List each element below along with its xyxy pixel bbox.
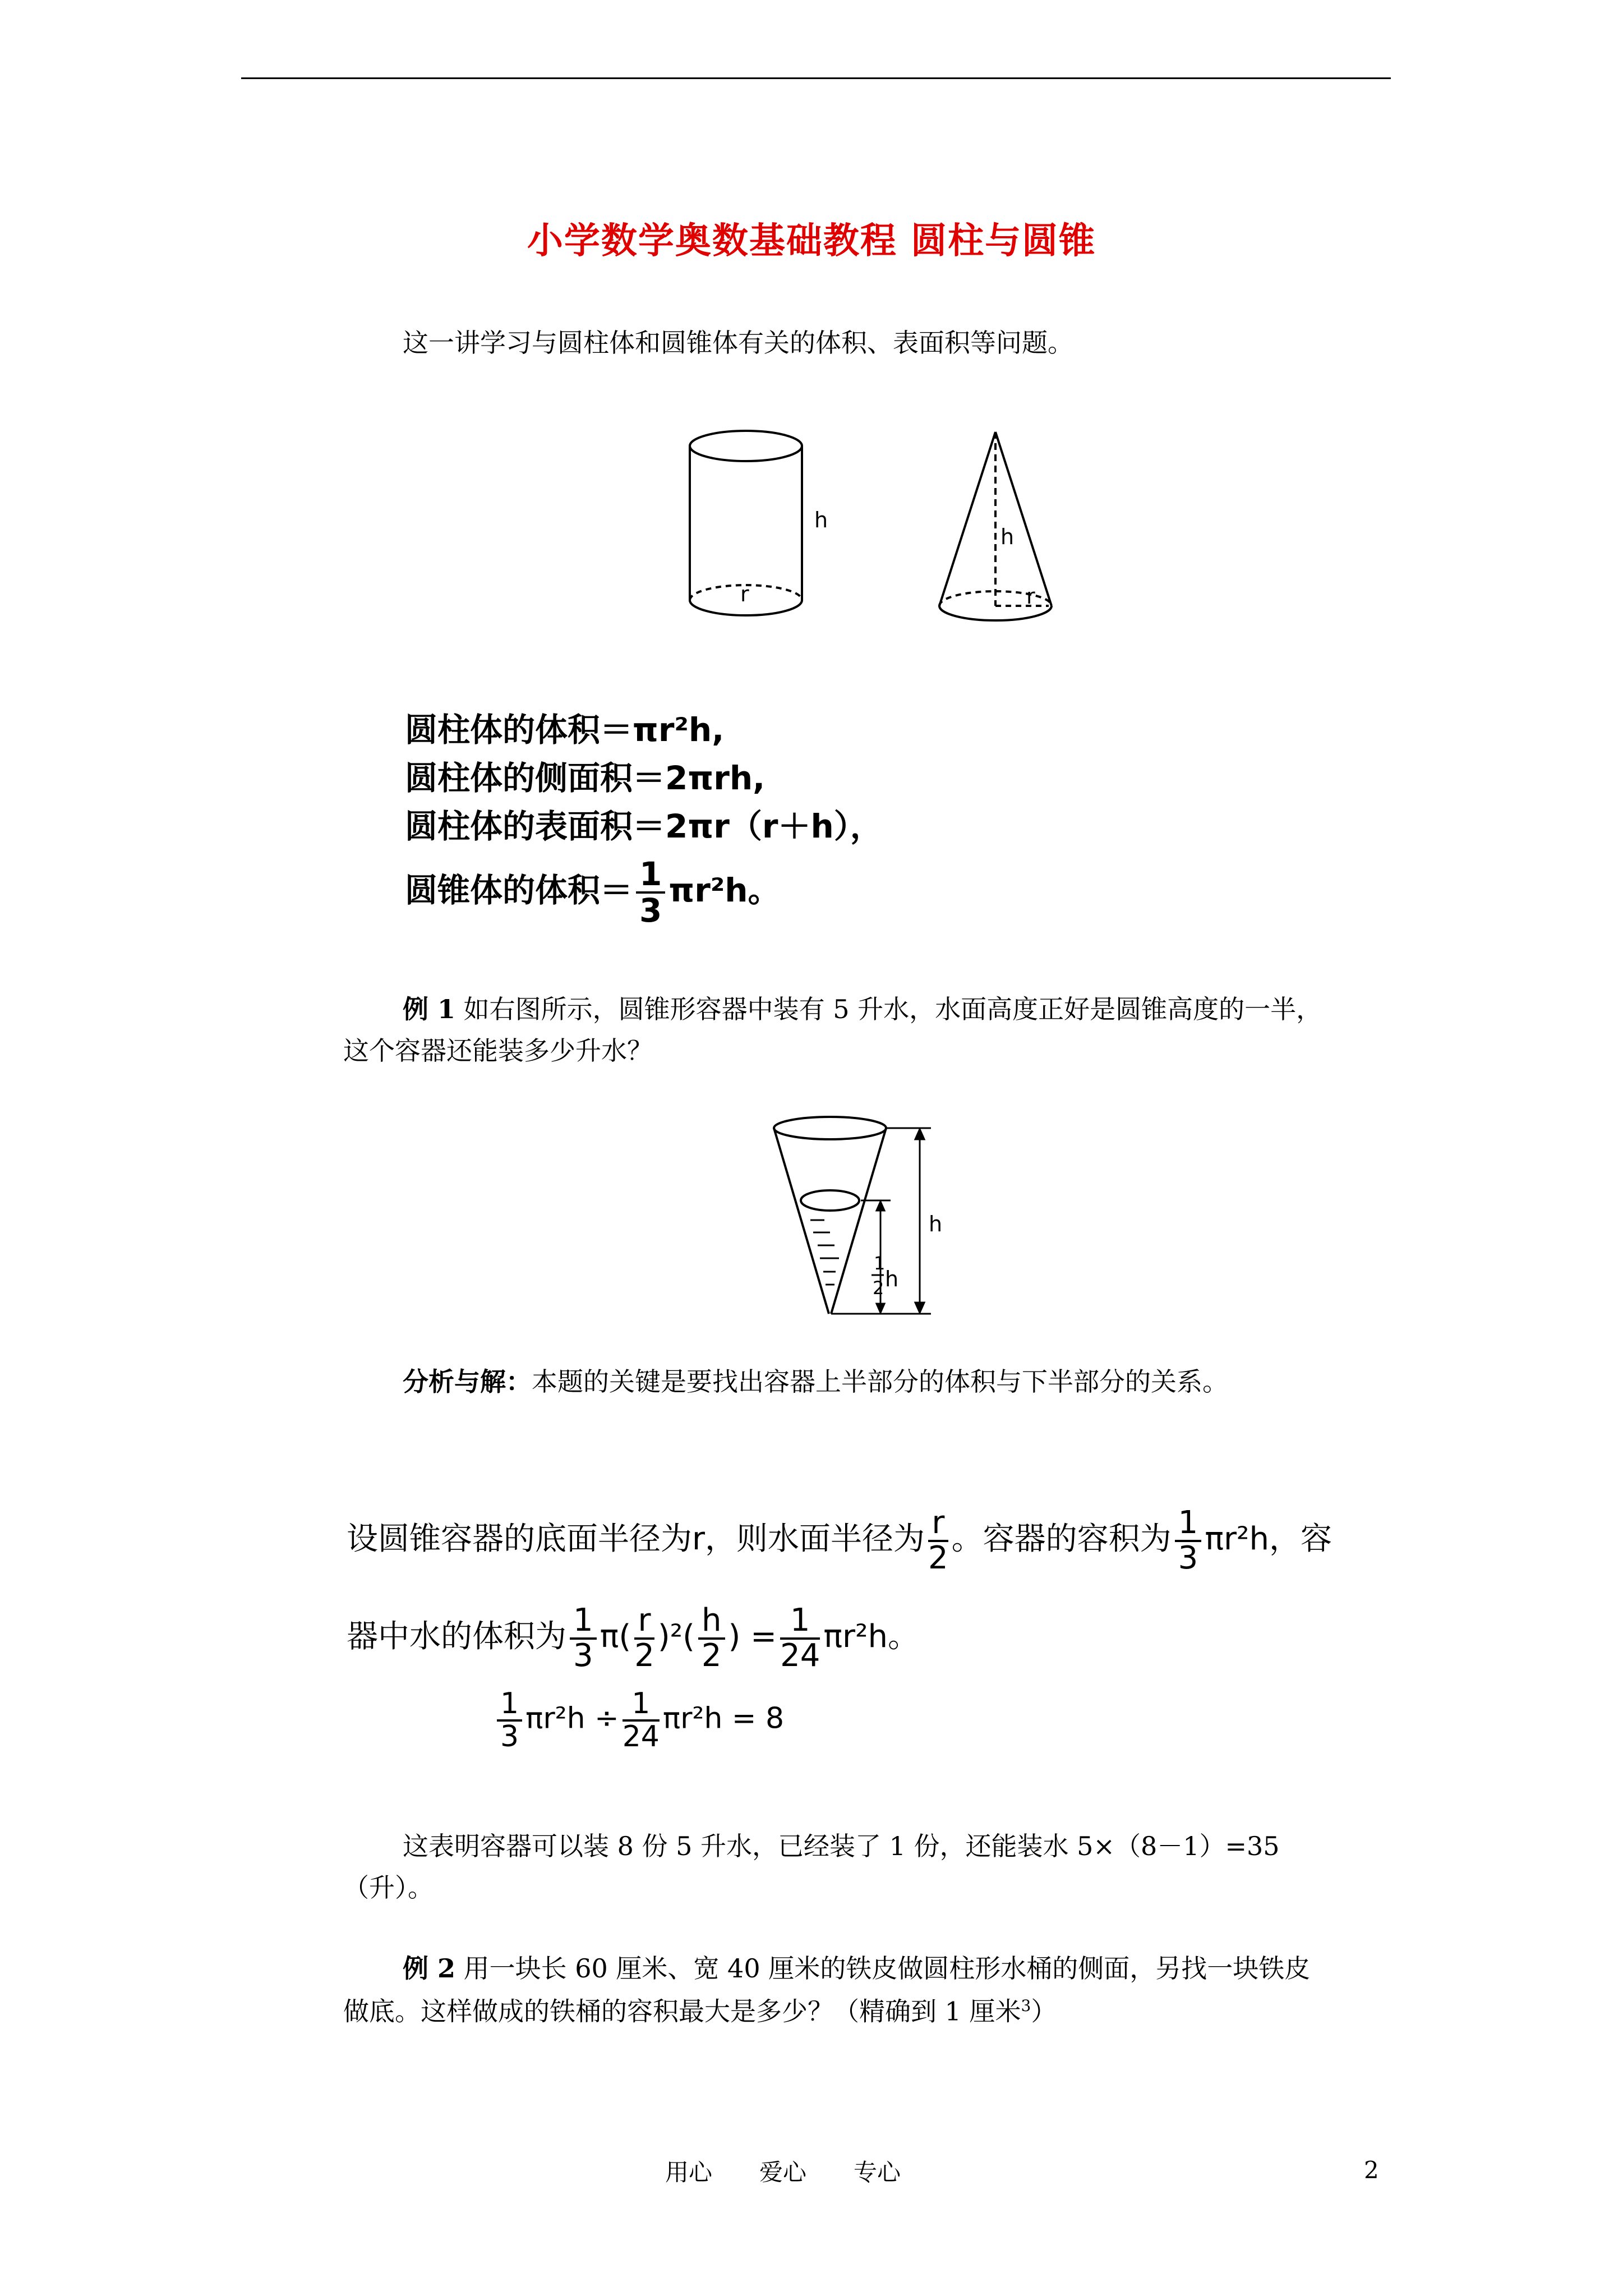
conclusion-line2: （升）。 [343, 1872, 434, 1903]
formula-label: 圆锥体的体积＝ [405, 871, 633, 909]
formula-expression: 2πr（r＋h）， [665, 807, 883, 845]
fraction-one-third: $\frac{1}{3}$ [1175, 1507, 1202, 1575]
example2-line1: 例 2 用一块长 60 厘米、宽 40 厘米的铁皮做圆柱形水桶的侧面，另找一块铁皮 [403, 1953, 1311, 1984]
formula-label: 圆柱体的侧面积＝ [405, 759, 666, 797]
fraction-one-third: $\frac{1}{3}$ [497, 1688, 522, 1752]
example1-line2: 这个容器还能装多少升水？ [343, 1036, 653, 1066]
cone-container-figure [768, 1114, 959, 1329]
formula-expression: πr²h。 [668, 871, 781, 909]
conclusion-line1: 这表明容器可以装 8 份 5 升水，已经装了 1 份，还能装水 5×（8－1）=35 [403, 1831, 1280, 1861]
solution-line3: $\frac{1}{3}$ πr²h ÷ $\frac{1}{24}$ πr²h = 8 [494, 1688, 784, 1752]
page-title: 小学数学奥数基础教程 圆柱与圆锥 [527, 220, 1096, 262]
formula-cylinder-surface-area [405, 800, 883, 847]
formula-label: 圆柱体的表面积＝ [405, 807, 666, 845]
fraction-one-twentyfourth: $\frac{1}{24}$ [780, 1602, 820, 1674]
fraction-r-over-2: $\frac{r}{2}$ [928, 1504, 948, 1576]
solution-line1: 设圆锥容器的底面半径为r，则水面半径为 $\frac{r}{2}$ 。容器的容积为 $\frac{1}{3}$ πr²h，容 [347, 1504, 1332, 1576]
page-number: 2 [1364, 2156, 1379, 2184]
formula-cylinder-volume [405, 703, 724, 751]
header-rule [241, 77, 1391, 79]
solution-line2: 器中水的体积为 $\frac{1}{3}$ π( $\frac{r}{2}$ )²( $\frac{h}{2}$ ) = $\frac{1}{24}$ πr²h。 [347, 1602, 920, 1674]
formula-label: 圆柱体的体积＝ [405, 711, 633, 749]
superscript: 3 [1021, 1996, 1031, 2015]
half-height-label: h [885, 1267, 899, 1291]
cone-radius-label: r [1026, 584, 1035, 609]
example1-line1: 例 1 如右图所示，圆锥形容器中装有 5 升水，水面高度正好是圆锥高度的一半， [403, 994, 1322, 1024]
formula-expression: πr²h, [633, 711, 725, 749]
intro-paragraph: 这一讲学习与圆柱体和圆锥体有关的体积、表面积等问题。 [403, 328, 1073, 358]
fraction-r-over-2: $\frac{r}{2}$ [634, 1602, 654, 1674]
analysis-label: 分析与解： [403, 1366, 532, 1397]
fraction-one-third: $\frac{1}{3}$ [636, 857, 665, 928]
cylinder-height-label: h [814, 508, 828, 532]
analysis-line: 分析与解：本题的关键是要找出容器上半部分的体积与下半部分的关系。 [403, 1366, 1228, 1397]
example2-line2: 做底。这样做成的铁桶的容积最大是多少？（精确到 1 厘米$^3$） [343, 1996, 1057, 2027]
fraction-one-twentyfourth: $\frac{1}{24}$ [622, 1687, 660, 1754]
example-label: 例 1 [403, 994, 456, 1024]
half-fraction-den: 2 [873, 1277, 884, 1299]
water-hatching [810, 1220, 839, 1285]
formula-expression: 2πrh, [665, 759, 766, 797]
formula-cylinder-lateral-area [405, 752, 765, 799]
example-label: 例 2 [403, 1953, 456, 1984]
cone-height-label: h [1000, 524, 1015, 549]
cylinder-cone-figure [684, 426, 1066, 634]
cylinder-radius-label: r [740, 582, 749, 606]
half-fraction-num: 1 [874, 1253, 886, 1274]
fraction-h-over-2: $\frac{h}{2}$ [698, 1604, 725, 1673]
footer-motto: 用心 爱心 专心 [665, 2159, 901, 2186]
full-height-label: h [929, 1212, 943, 1236]
formula-cone-volume [405, 857, 781, 928]
fraction-one-third: $\frac{1}{3}$ [570, 1604, 597, 1673]
